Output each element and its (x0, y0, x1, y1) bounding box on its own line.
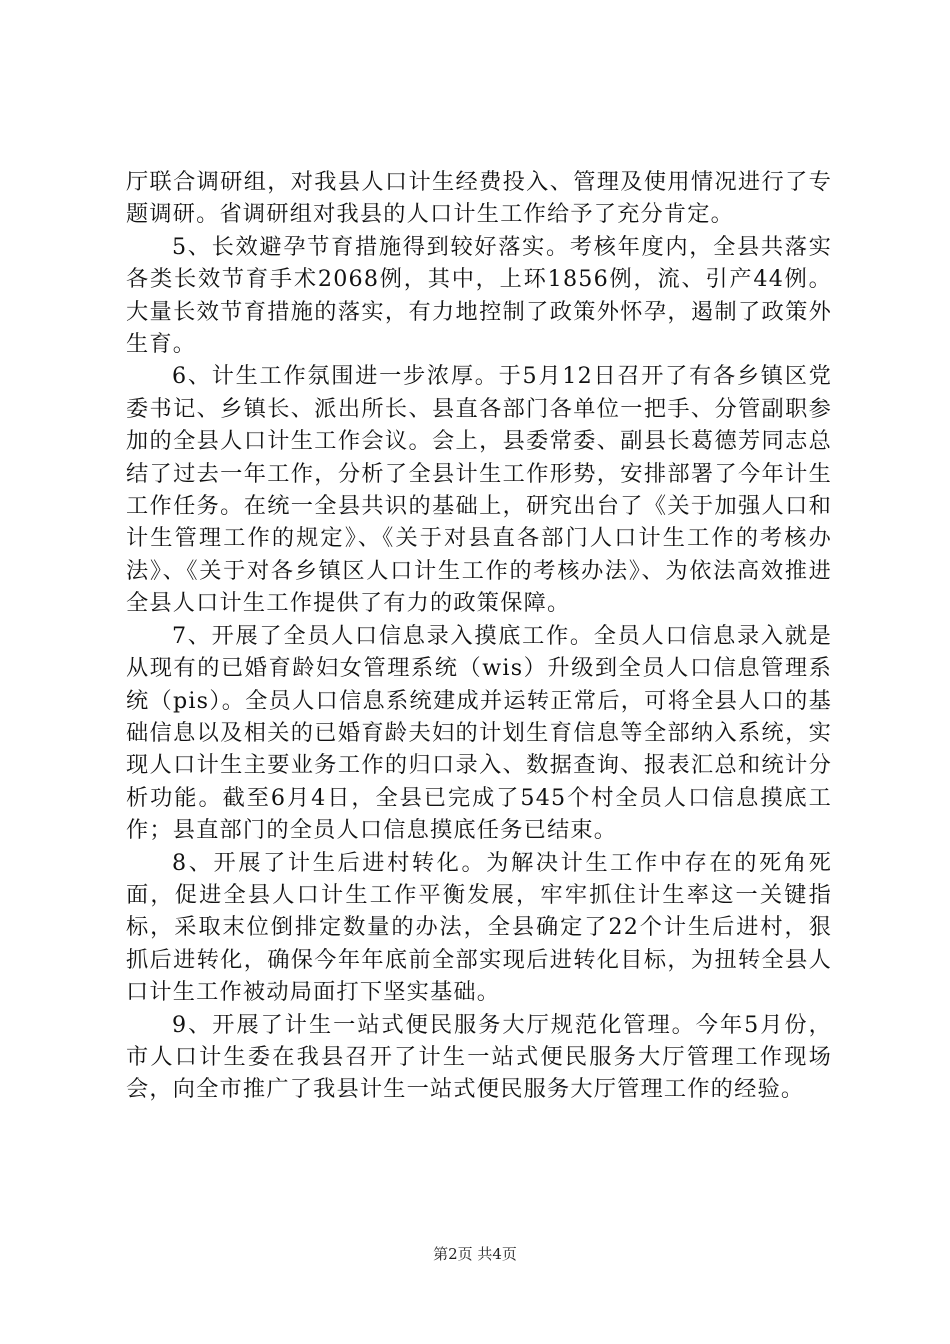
page-indicator: 第2页 共4页 (433, 1245, 517, 1263)
paragraph-item-5: 5、长效避孕节育措施得到较好落实。考核年度内，全县共落实各类长效节育手术2068例，其中，上环1856例，流、引产44例。大量长效节育措施的落实，有力地控制了政策外怀孕，遏制了政策外生育。 (126, 233, 832, 358)
paragraph-item-7: 7、开展了全员人口信息录入摸底工作。全员人口信息录入就是从现有的已婚育龄妇女管理系统（wis）升级到全员人口信息管理系统（pis）。全员人口信息系统建成并运转正常后，可将全县人口的基础信息以及相关的已婚育龄夫妇的计划生育信息等全部纳入系统，实现人口计生主要业务工作的归口录入、数据查询、报表汇总和统计分析功能。截至6月4日，全县已完成了545个村全员人口信息摸底工作；县直部门的全员人口信息摸底任务已结束。 (126, 622, 832, 844)
paragraph-continued: 厅联合调研组，对我县人口计生经费投入、管理及使用情况进行了专题调研。省调研组对我县的人口计生工作给予了充分肯定。 (126, 169, 832, 228)
paragraph-item-9: 9、开展了计生一站式便民服务大厅规范化管理。今年5月份，市人口计生委在我县召开了计生一站式便民服务大厅管理工作现场会，向全市推广了我县计生一站式便民服务大厅管理工作的经验。 (126, 1011, 832, 1103)
paragraph-item-6: 6、计生工作氛围进一步浓厚。于5月12日召开了有各乡镇区党委书记、乡镇长、派出所长、县直各部门各单位一把手、分管副职参加的全县人口计生工作会议。会上，县委常委、副县长葛德芳同志总结了过去一年工作，分析了全县计生工作形势，安排部署了今年计生工作任务。在统一全县共识的基础上，研究出台了《关于加强人口和计生管理工作的规定》、《关于对县直各部门人口计生工作的考核办法》、《关于对各乡镇区人口计生工作的考核办法》、为依法高效推进全县人口计生工作提供了有力的政策保障。 (126, 363, 832, 617)
paragraph-item-8: 8、开展了计生后进村转化。为解决计生工作中存在的死角死面，促进全县人口计生工作平衡发展，牢牢抓住计生率这一关键指标，采取末位倒排定数量的办法，全县确定了22个计生后进村，狠抓后进转化，确保今年年底前全部实现后进转化目标，为扭转全县人口计生工作被动局面打下坚实基础。 (126, 849, 832, 1006)
document-body (126, 166, 832, 1106)
page-footer (0, 1244, 950, 1264)
